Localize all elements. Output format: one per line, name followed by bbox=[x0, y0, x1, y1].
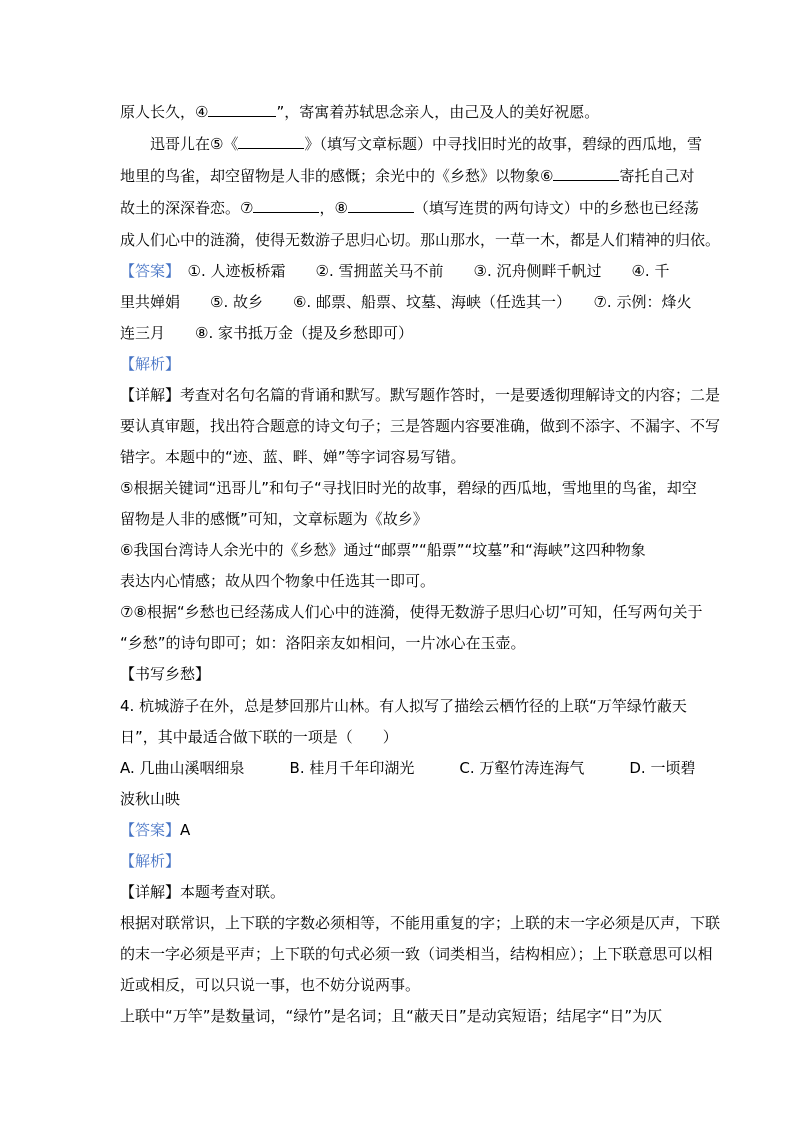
text-line: 【详解】考查对名句名篇的背诵和默写。默写题作答时，一是要透彻理解诗文的内容；二是 bbox=[120, 386, 721, 404]
question-options: 波秋山映 bbox=[120, 790, 181, 808]
text-line: 要认真审题，找出符合题意的诗文句子；三是答题内容要准确，做到不添字、不漏字、不写 bbox=[120, 417, 721, 435]
text-line: 原人长久，④ ”，寄寓着苏轼思念亲人，由己及人的美好祝愿。 bbox=[120, 103, 600, 121]
text-line: ⑦⑧根据“乡愁也已经荡成人们心中的涟漪，使得无数游子思归心切”可知，任写两句关于 bbox=[120, 603, 703, 621]
text-line: 上联中“万竿”是数量词，“绿竹”是名词；且“蔽天日”是动宾短语；结尾字“日”为仄 bbox=[120, 1007, 663, 1025]
detail-tag: 【详解】 bbox=[120, 883, 181, 901]
text-line: 迅哥儿在⑤《 》（填写文章标题）中寻找旧时光的故事，碧绿的西瓜地，雪 bbox=[150, 135, 702, 153]
text-line: 故土的深深眷恋。⑦ ，⑧ （填写连贯的两句诗文）中的乡愁也已经荡 bbox=[120, 199, 699, 217]
text-line: 地里的鸟雀，却空留物是人非的感慨；余光中的《乡愁》以物象⑥ 寄托自己对 bbox=[120, 167, 695, 185]
text-line: 连三月 ⑧. 家书抵万金（提及乡愁即可） bbox=[120, 324, 413, 342]
text-line: ⑥我国台湾诗人余光中的《乡愁》通过“邮票”“船票”“坟墓”和“海峡”这四种物象 bbox=[120, 541, 646, 559]
text-line: ⑤根据关键词“迅哥儿”和句子“寻找旧时光的故事，碧绿的西瓜地，雪地里的鸟雀，却空 bbox=[120, 479, 697, 497]
text-line: 根据对联常识，上下联的字数必须相等，不能用重复的字；上联的末一字必须是仄声，下联 bbox=[120, 914, 721, 932]
question-options: A. 几曲山溪咽细泉 B. 桂月千年印湖光 C. 万壑竹涛连海气 D. 一顷碧 bbox=[120, 759, 696, 777]
answer-line: 【答案】A bbox=[120, 821, 191, 839]
detail-tag: 【详解】 bbox=[120, 386, 181, 404]
text-line: 里共婵娟 ⑤. 故乡 ⑥. 邮票、船票、坟墓、海峡（任选其一） ⑦. 示例：烽火 bbox=[120, 293, 692, 311]
text-line: 留物是人非的感慨”可知，文章标题为《故乡》 bbox=[120, 510, 428, 528]
answer-tag: 【答案】 bbox=[120, 821, 181, 839]
answer-line: 【答案】 ①. 人迹板桥霜 ②. 雪拥蓝关马不前 ③. 沉舟侧畔千帆过 ④. 千 bbox=[120, 262, 670, 280]
question-line: 日”，其中最适合做下联的一项是（ ） bbox=[120, 728, 398, 746]
fill-blank bbox=[253, 198, 319, 213]
text-line: 表达内心情感；故从四个物象中任选其一即可。 bbox=[120, 572, 436, 590]
text-line: 【详解】本题考查对联。 bbox=[120, 883, 286, 901]
analysis-heading: 【解析】 bbox=[120, 355, 181, 373]
analysis-heading: 【解析】 bbox=[120, 852, 181, 870]
fill-blank bbox=[553, 166, 619, 181]
text-line: 成人们心中的涟漪，使得无数游子思归心切。那山那水，一草一木，都是人们精神的归依。 bbox=[120, 231, 721, 249]
question-line: 4. 杭城游子在外，总是梦回那片山林。有人拟写了描绘云栖竹径的上联“万竿绿竹蔽天 bbox=[120, 697, 687, 715]
text-line: 近或相反，可以只说一事，也不妨分说两事。 bbox=[120, 976, 421, 994]
text-line: 错字。本题中的“迹、蓝、畔、婵”等字词容易写错。 bbox=[120, 448, 466, 466]
answer-tag: 【答案】 bbox=[120, 262, 173, 280]
fill-blank bbox=[238, 134, 304, 149]
text-line: 的末一字必须是平声；上下联的句式必须一致（词类相当，结构相应）；上下联意思可以相 bbox=[120, 945, 713, 963]
section-heading: 【书写乡愁】 bbox=[120, 665, 211, 683]
fill-blank bbox=[348, 198, 414, 213]
text-line: “乡愁”的诗句即可；如：洛阳亲友如相问，一片冰心在玉壶。 bbox=[120, 634, 526, 652]
fill-blank bbox=[208, 102, 276, 117]
